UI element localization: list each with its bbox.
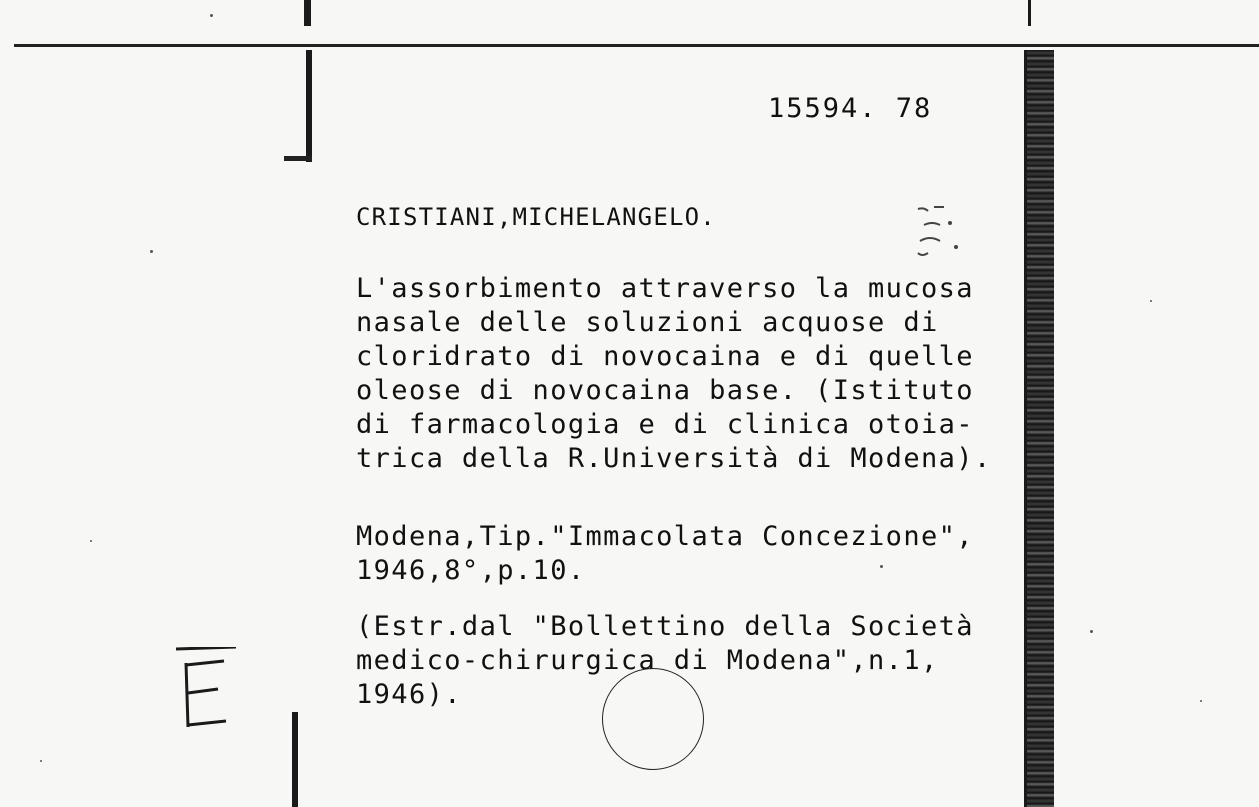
right-card-edge-line — [1024, 50, 1027, 807]
dust-speck — [150, 250, 153, 253]
call-number: 15594. 78 — [768, 93, 933, 124]
bracket-vertical — [306, 50, 312, 162]
title-line-6: trica della R.Università di Modena). — [356, 443, 992, 474]
top-right-bar — [1028, 0, 1031, 26]
dust-speck — [1200, 700, 1202, 702]
imprint-line-1: Modena,Tip."Immacolata Concezione", — [356, 521, 974, 552]
dust-speck — [1090, 630, 1093, 633]
lower-left-bar — [292, 712, 298, 807]
library-seal-circle — [602, 668, 704, 770]
imprint-line-2: 1946,8°,p.10. — [356, 555, 586, 586]
faded-stamp-mark — [910, 203, 970, 268]
bracket-foot — [284, 156, 312, 161]
note-line-1: (Estr.dal "Bollettino della Società — [356, 611, 974, 642]
right-card-edge — [1026, 50, 1054, 807]
note-line-3: 1946). — [356, 679, 462, 710]
title-line-4: oleose di novocaina base. (Istituto — [356, 375, 974, 406]
top-left-bar — [304, 0, 311, 26]
title-line-3: cloridrato di novocaina e di quelle — [356, 341, 974, 372]
author-heading: CRISTIANI,MICHELANGELO. — [356, 203, 716, 231]
dust-speck — [1150, 300, 1152, 302]
dust-speck — [90, 540, 92, 542]
note-line-2: medico-chirurgica di Modena",n.1, — [356, 645, 939, 676]
dust-speck — [880, 565, 883, 568]
top-card-edge — [14, 44, 1259, 47]
title-line-5: di farmacologia e di clinica otoia- — [356, 409, 974, 440]
title-line-2: nasale delle soluzioni acquose di — [356, 307, 939, 338]
dust-speck — [40, 760, 42, 762]
dust-speck — [210, 14, 213, 17]
handwritten-f-mark — [176, 647, 246, 741]
title-line-1: L'assorbimento attraverso la mucosa — [356, 273, 974, 304]
